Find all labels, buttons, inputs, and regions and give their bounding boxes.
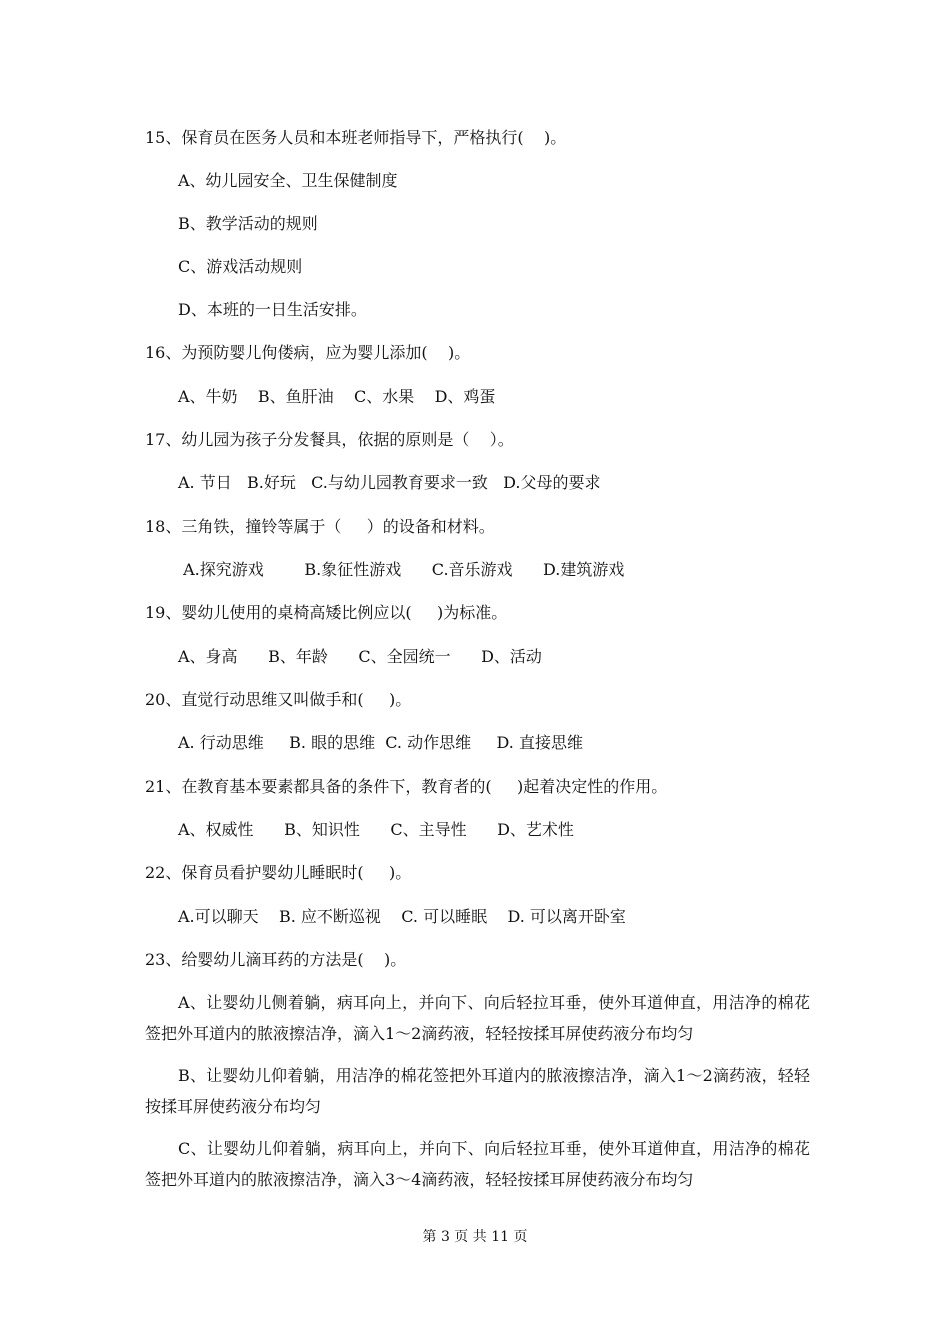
question-16-stem: 16、为预防婴儿佝偻病，应为婴儿添加( )。 <box>145 343 471 362</box>
question-15-option-c: C、游戏活动规则 <box>178 257 303 276</box>
question-15-option-a: A、幼儿园安全、卫生保健制度 <box>178 171 398 190</box>
question-20-options: A. 行动思维 B. 眼的思维 C. 动作思维 D. 直接思维 <box>178 733 583 752</box>
question-19-stem: 19、婴幼儿使用的桌椅高矮比例应以( )为标准。 <box>145 603 508 622</box>
question-23-stem: 23、给婴幼儿滴耳药的方法是( )。 <box>145 950 407 969</box>
question-23-option-a: A、让婴幼儿侧着躺，病耳向上，并向下、向后轻拉耳垂，使外耳道伸直，用洁净的棉花签把外耳道内的脓液擦洁净，滴入1～2滴药液，轻轻按揉耳屏使药液分布均匀 <box>145 993 810 1043</box>
question-23-option-c: C、让婴幼儿仰着躺，病耳向上，并向下、向后轻拉耳垂，使外耳道伸直，用洁净的棉花签把外耳道内的脓液擦洁净，滴入3～4滴药液，轻轻按揉耳屏使药液分布均匀 <box>145 1139 810 1189</box>
question-21-stem: 21、在教育基本要素都具备的条件下，教育者的( )起着决定性的作用。 <box>145 777 668 796</box>
question-15-option-d: D、本班的一日生活安排。 <box>178 300 367 319</box>
question-22-options: A.可以聊天 B. 应不断巡视 C. 可以睡眠 D. 可以离开卧室 <box>178 907 626 926</box>
question-22-stem: 22、保育员看护婴幼儿睡眠时( )。 <box>145 863 412 882</box>
question-18-options: A.探究游戏 B.象征性游戏 C.音乐游戏 D.建筑游戏 <box>178 560 625 579</box>
page-footer: 第 3 页 共 11 页 <box>422 1229 528 1245</box>
question-19-options: A、身高 B、年龄 C、全园统一 D、活动 <box>178 647 542 666</box>
question-21-options: A、权威性 B、知识性 C、主导性 D、艺术性 <box>178 820 574 839</box>
question-17-options: A. 节日 B.好玩 C.与幼儿园教育要求一致 D.父母的要求 <box>178 473 601 492</box>
question-16-options: A、牛奶 B、鱼肝油 C、水果 D、鸡蛋 <box>178 387 496 406</box>
question-20-stem: 20、直觉行动思维又叫做手和( )。 <box>145 690 412 709</box>
question-23-option-b: B、让婴幼儿仰着躺，用洁净的棉花签把外耳道内的脓液擦洁净，滴入1～2滴药液，轻轻按揉耳屏使药液分布均匀 <box>145 1066 810 1116</box>
question-17-stem: 17、幼儿园为孩子分发餐具，依据的原则是（ ）。 <box>145 430 514 449</box>
question-15-stem: 15、保育员在医务人员和本班老师指导下，严格执行( )。 <box>145 128 567 147</box>
question-18-stem: 18、三角铁，撞铃等属于（ ）的设备和材料。 <box>145 517 495 536</box>
question-15-option-b: B、教学活动的规则 <box>178 214 318 233</box>
